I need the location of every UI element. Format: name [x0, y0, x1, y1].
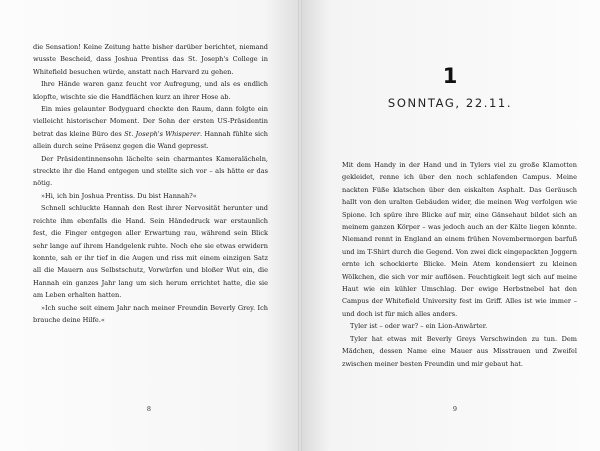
right-page-text: [342, 159, 577, 370]
paragraph-text: . Hannah fühlte sich allein durch seine Präsenz gegen die Wand gepresst.: [33, 129, 268, 151]
paragraph: »Ich suche seit einem Jahr nach meiner Freundin Beverly Grey. Ich brauche deine Hilfe.«: [33, 303, 268, 324]
paragraph: Tyler hat etwas mit Beverly Greys Verschwinden zu tun. Dem Mädchen, dessen Name eine Mauer aus Misstrauen und Zweifel zwischen meiner besten Freundin und mir gebaut hat.: [342, 334, 577, 368]
paragraph: Der Präsidentinnensohn lächelte sein charmantes Kameralächeln, streckte ihr die Hand entgegen und stellte sich vor – als hätte er das nötig.: [33, 154, 268, 188]
paragraph: »Hi, ich bin Joshua Prentiss. Du bist Hannah?«: [41, 191, 197, 200]
paragraph-text: Ein mies gelaunter Bodyguard checkte den Raum, dann folgte ein vielleicht historischer Moment. Der Sohn der ersten US-Präsidentin betrat das kleine Büro des: [33, 105, 268, 138]
paragraph: Tyler ist – oder war? – ein Lion-Anwärter.: [350, 322, 488, 331]
paragraph: Schnell schluckte Hannah den Rest ihrer Nervosität herunter und reichte ihm ebenfalls die Hand. Sein Händedruck war erstaunlich fest, die Finger entgegen aller Erwartung rau, während sein Blick sehr lange auf ihrem Handgelenk ruhte. Noch ehe sie etwas erwidern konnte, sah er ihr tief in die Augen und riss mit einem einzigen Satz all die Mauern aus Selbstschutz, Vorwürfen und bloßer Wut ein, die Hannah ein ganzes Jahr lang um sich herum errichtet hatte, die sie am Leben erhalten hatten.: [33, 204, 268, 300]
left-page-text: [33, 41, 268, 326]
paragraph: Mit dem Handy in der Hand und in Tylers viel zu große Klamotten gekleidet, renne ich über den noch schlafenden Campus. Meine nackten Füße klatschen über den eiskalten Asphalt. Das Geräusch hallt von den uralten Gebäuden wider, die meinen Weg verfolgen wie Spione. Ich spüre ihre Blicke auf mir, eine Gänsehaut bildet sich an meinem ganzen Körper – was jedoch auch an der Kälte liegen könnte. Niemand rennt in England an einem frühen Novembermorgen barfuß und im T-Shirt durch die Gegend. Von zwei dick eingepackten Joggern ernte ich schockierte Blicke. Mein Atem kondensiert zu kleinen Wölkchen, die sich vor mir auflösen. Feuchtigkeit legt sich auf meine Haut wie ein kühler Umschlag. Der ewige Herbstnebel hat den Campus der Whitefield University fest im Griff. Alles ist wie immer – und doch ist für mich alles anders.: [342, 161, 577, 318]
page-number-left: 8: [146, 405, 152, 413]
chapter-number: 1: [442, 64, 458, 88]
paragraph: die Sensation! Keine Zeitung hatte bisher darüber berichtet, niemand wusste Bescheid, dass Joshua Prentiss das St. Joseph's College in Whitefield besuchen würde, anstatt nach Harvard zu gehen.: [33, 43, 268, 76]
paragraph: Ihre Hände waren ganz feucht vor Aufregung, und als es endlich klopfte, wischte sie die Handflächen kurz an ihrer Hose ab.: [33, 80, 268, 101]
page-number-right: 9: [452, 405, 458, 413]
chapter-title: SONNTAG, 22.11.: [387, 96, 513, 110]
paragraph: [33, 103, 268, 153]
paragraph-italic-title: St. Joseph's Whisperer: [124, 129, 200, 138]
